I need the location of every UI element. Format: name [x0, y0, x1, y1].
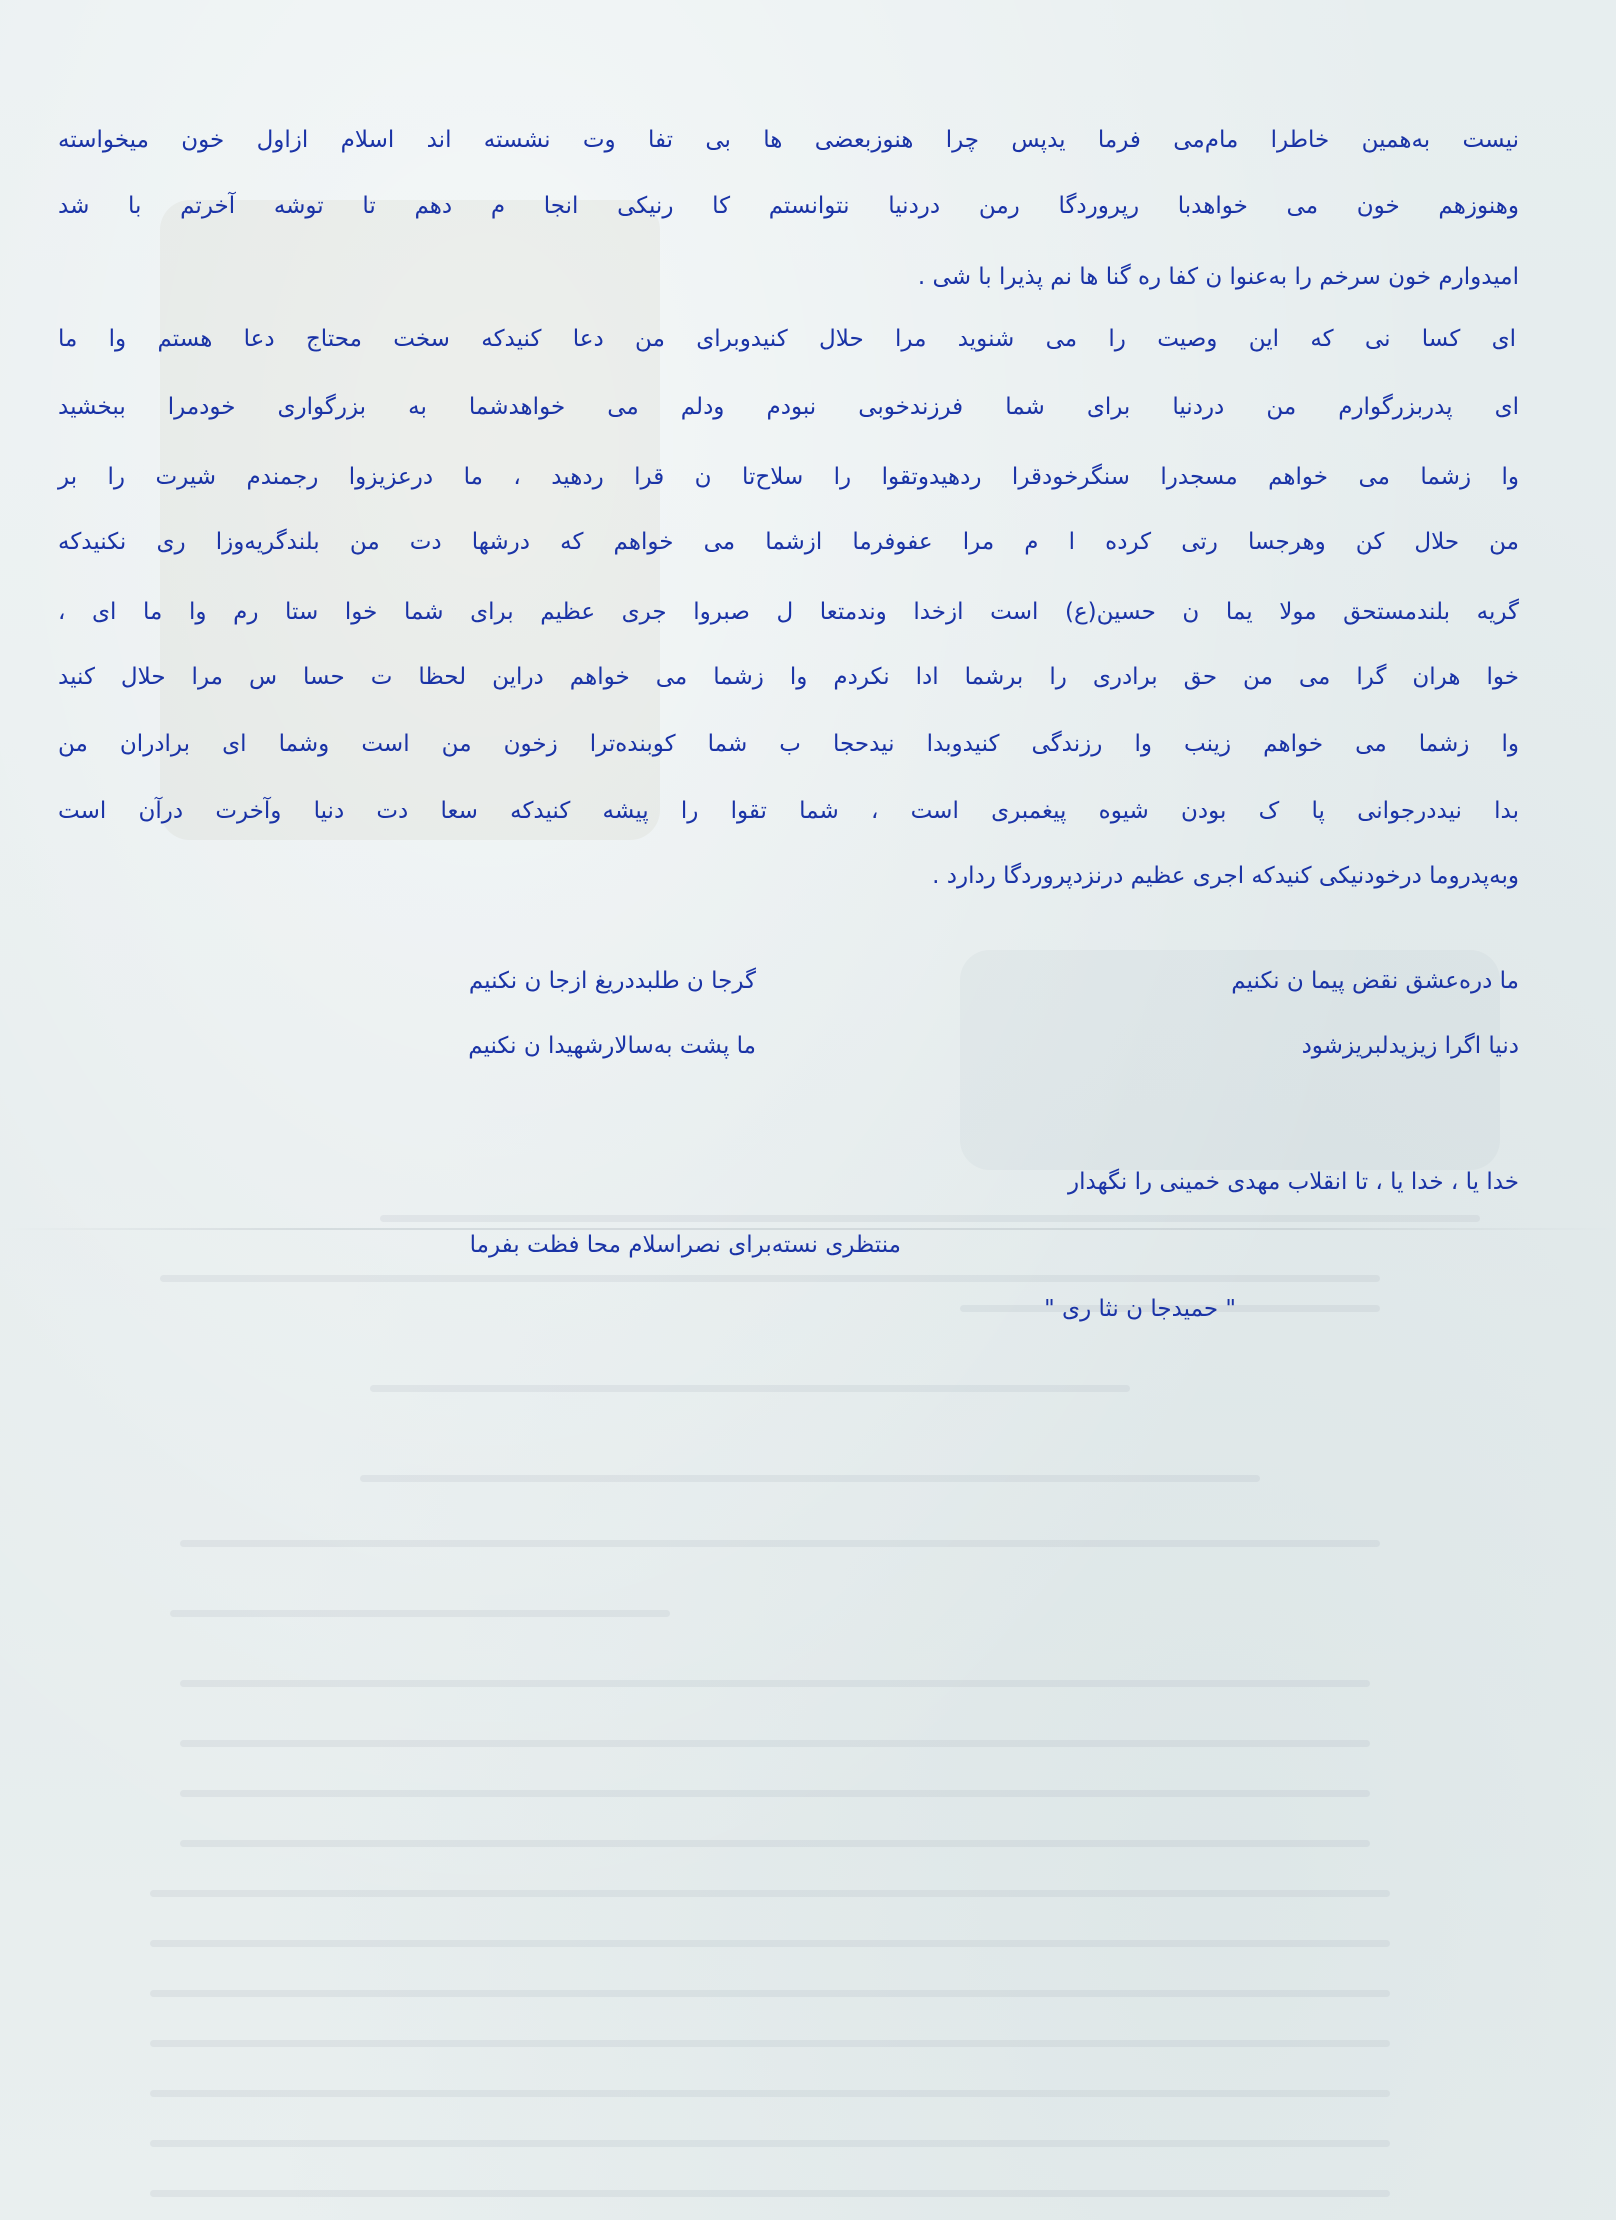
letter-line: ای کسا نی که این وصیت را می شنوید مرا حلال کنیدوبرای من دعا کنیدکه سخت محتاج دعا هستم وا ما	[58, 326, 1516, 352]
show-through-line	[160, 1275, 1380, 1282]
poem-left-verse-1: گرجا ن طلبددریغ ازجا ن نکنیم	[468, 968, 756, 994]
show-through-line	[150, 1990, 1390, 1997]
letter-line: نیست به‌همین خاطرا مام‌می فرما یدپس چرا هنوزبعضی ها بی تفا وت نشسته اند اسلام ازاول خون میخواسته	[58, 127, 1519, 153]
letter-line: وا زشما می خواهم زینب وا رزندگی کنیدوبدا نیدحجا ب شما کوبنده‌ترا زخون من است وشما ای برادران من	[58, 731, 1519, 757]
letter-line: وهنوزهم خون می خواهدبا رپروردگا رمن دردنیا نتوانستم کا رنیکی انجا م دهم تا توشه آخرتم با شد	[58, 193, 1519, 219]
letter-line: خوا هران گرا می من حق برادری را برشما ادا نکردم وا زشما می خواهم دراین لحظا ت حسا س مرا حلال کنید	[58, 664, 1519, 690]
letter-line: ای پدربزرگوارم من دردنیا برای شما فرزندخوبی نبودم ودلم می خواهدشما به بزرگواری خودمرا ببخشید	[58, 394, 1519, 420]
show-through-line	[380, 1215, 1480, 1222]
show-through-line	[180, 1790, 1370, 1797]
show-through-line	[180, 1840, 1370, 1847]
show-through-line	[150, 2190, 1390, 2197]
letter-line: وبه‌پدروما درخودنیکی کنیدکه اجری عظیم درنزدپروردگا ردارد .	[932, 863, 1519, 889]
show-through-line	[180, 1680, 1370, 1687]
show-through-line	[360, 1475, 1260, 1482]
show-through-line	[150, 1940, 1390, 1947]
show-through-line	[150, 2140, 1390, 2147]
signature: " حمیدجا ن نثا ری "	[1044, 1296, 1236, 1322]
letter-line: بدا نیددرجوانی پا ک بودن شیوه پیغمبری است ، شما تقوا را پیشه کنیدکه سعا دت دنیا وآخرت درآن است	[58, 798, 1519, 824]
letter-line: گریه بلندمستحق مولا یما ن حسین(ع) است ازخدا وندمتعا ل صبروا جری عظیم برای شما خوا ستا رم وا ما ای ،	[58, 599, 1519, 625]
show-through-line	[370, 1385, 1130, 1392]
poem-right-verse-1: ما دره‌عشق نقض پیما ن نکنیم	[1231, 968, 1519, 994]
show-through-line	[180, 1540, 1380, 1547]
letter-line: من حلال کن وهرجسا رتی کرده ا م مرا عفوفرما ازشما می خواهم که درشها دت من بلندگریه‌وزا ری نکنیدکه	[58, 529, 1519, 555]
show-through-line	[150, 2090, 1390, 2097]
letter-line: امیدوارم خون سرخم را به‌عنوا ن کفا ره گنا ها نم پذیرا با شی .	[917, 264, 1519, 290]
closing-prayer-2: منتظری نسته‌برای نصراسلام محا فظت بفرما	[469, 1232, 901, 1258]
closing-prayer: خدا یا ، خدا یا ، تا انقلاب مهدی خمینی را نگهدار	[1068, 1169, 1519, 1195]
show-through-line	[150, 2040, 1390, 2047]
show-through-line	[170, 1610, 670, 1617]
letter-line: وا زشما می خواهم مسجدرا سنگرخودقرا ردهیدوتقوا را سلاح‌تا ن قرا ردهید ، ما درعزیزوا رجمندم شیرت را بر	[58, 464, 1519, 490]
poem-left-verse-2: ما پشت به‌سالارشهیدا ن نکنیم	[468, 1033, 756, 1059]
show-through-line	[150, 1890, 1390, 1897]
show-through-line	[180, 1740, 1370, 1747]
poem-right-verse-2: دنیا اگرا زیزیدلبریزشود	[1301, 1033, 1519, 1059]
